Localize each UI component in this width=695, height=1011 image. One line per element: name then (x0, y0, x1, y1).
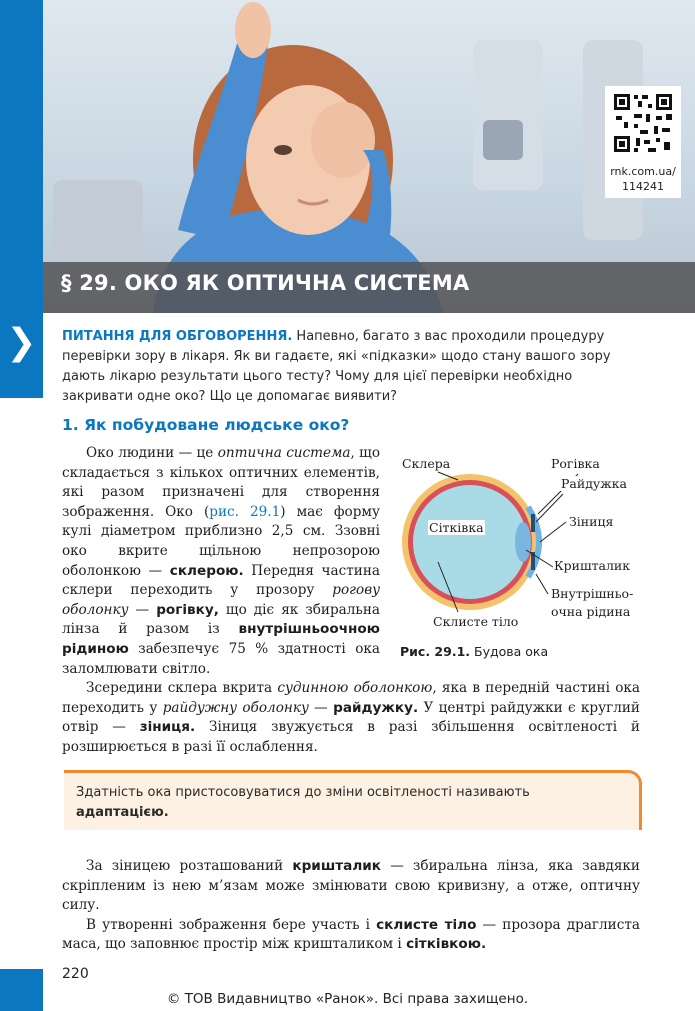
copyright-footer: © ТОВ Видавництво «Ранок». Всі права захищено. (166, 991, 529, 1007)
qr-code-icon (612, 92, 674, 154)
term-iris: райдужку. (333, 699, 419, 716)
text-run: що діє як збиральна лінза й разом із (62, 601, 380, 638)
qr-link[interactable] (605, 164, 681, 194)
text-run: Зсередини склера вкрита (86, 680, 278, 696)
qr-url-line1: rnk.com.ua/ (610, 165, 676, 178)
text-run: ) має форму кулі діаметром приблизно 2,5 см. Ззовні око вкрите щільною непрозорою оболонкою — (62, 503, 380, 579)
paragraph-lens (62, 857, 640, 955)
text-run: — прозора драглиста маса, що заповнює простір між кришталиком і (62, 916, 640, 953)
chevron-right-icon[interactable]: ❯ (6, 322, 37, 363)
term-cornea-membrane: рогову оболонку (62, 582, 380, 618)
caption-number: Рис. 29.1. (400, 644, 471, 659)
term-pupil: зіниця. (139, 719, 196, 736)
definition-text: Здатність ока пристосовуватися до зміни освітленості називають (76, 785, 530, 800)
text-run: За зіницею розташований (86, 858, 293, 874)
qr-url-line2: 114241 (622, 180, 664, 193)
text-run: , що складається з кількох оптичних елементів, які разом призначені для створення зображення. Око ( (62, 445, 380, 520)
title-band (43, 262, 695, 313)
label-vitreous: Склисте тіло (433, 614, 519, 629)
qr-code-box[interactable] (605, 86, 681, 198)
text-run: Передня частина склери переходить у прозору (62, 562, 381, 599)
label-aqueous-line2: очна рідина (551, 604, 631, 619)
term-vitreous: склисте тіло (376, 916, 477, 933)
section-heading: 1. Як побудоване людське око? (62, 416, 350, 434)
text-run: Зіниця звужується в разі збільшення освітленості й розширюється в разі її ослаблення. (62, 719, 640, 755)
term-retina: сітківкою. (406, 936, 487, 953)
text-run: — збиральна лінза, яка завдяки скріпленим із нею м’язам може змінювати свою кривизну, а отже, оптичну силу. (62, 858, 640, 914)
text-run: — (128, 601, 157, 618)
text-run: Око людини — це (86, 445, 218, 461)
paragraph-choroid (62, 679, 640, 757)
page-title: § 29. ОКО ЯК ОПТИЧНА СИСТЕМА (61, 271, 470, 295)
text-run: забезпечує 75 % здатності ока заломлювати світло. (62, 640, 380, 677)
discussion-text: Напевно, багато з вас проходили процедуру перевірки зору в лікаря. Як ви гадаєте, які «підказки» щодо стану вашого зору дають лікарю результати цього тесту? Чому для цієї перевірки необхідно закривати одне око? Що це допомагає виявити? (62, 329, 611, 404)
text-run: В утворенні зображення бере участь і (86, 916, 377, 933)
term-sclera: склерою. (169, 562, 244, 579)
text-run: У центрі райдужки є круглий отвір — (62, 699, 640, 736)
eye-diagram (398, 452, 643, 637)
paragraph-eye-structure (62, 444, 380, 679)
term-iris-membrane: райдужну оболонку (162, 699, 309, 716)
figure-reference-link[interactable]: рис. 29.1 (209, 503, 281, 520)
text-run: , яка в передній частині ока переходить у (62, 680, 640, 716)
term-choroid: судинною оболонкою (277, 680, 433, 696)
term-lens: кришталик (292, 858, 382, 874)
discussion-block (62, 327, 640, 407)
label-pupil: Зіниця (569, 514, 614, 529)
label-retina: Сітківка (429, 520, 484, 535)
text-run: — (308, 699, 334, 716)
definition-box (64, 770, 642, 830)
label-sclera: Склера (402, 456, 451, 471)
term-optical-system: оптична система (217, 445, 351, 461)
label-iris: Райдужка (561, 476, 628, 491)
term-aqueous: внутрішньоочною рідиною (62, 621, 380, 657)
page-number: 220 (62, 966, 89, 982)
label-lens: Кришталик (554, 558, 631, 573)
figure-caption (400, 644, 548, 659)
left-accent-bar (0, 0, 43, 398)
label-aqueous-line1: Внутрішньо- (551, 586, 634, 601)
definition-term: адаптацією. (76, 805, 169, 820)
term-cornea: рогівку, (156, 601, 219, 618)
caption-text: Будова ока (470, 644, 549, 659)
label-cornea: Рогівка (551, 456, 600, 471)
discussion-label: ПИТАННЯ ДЛЯ ОБГОВОРЕННЯ. (62, 329, 293, 344)
